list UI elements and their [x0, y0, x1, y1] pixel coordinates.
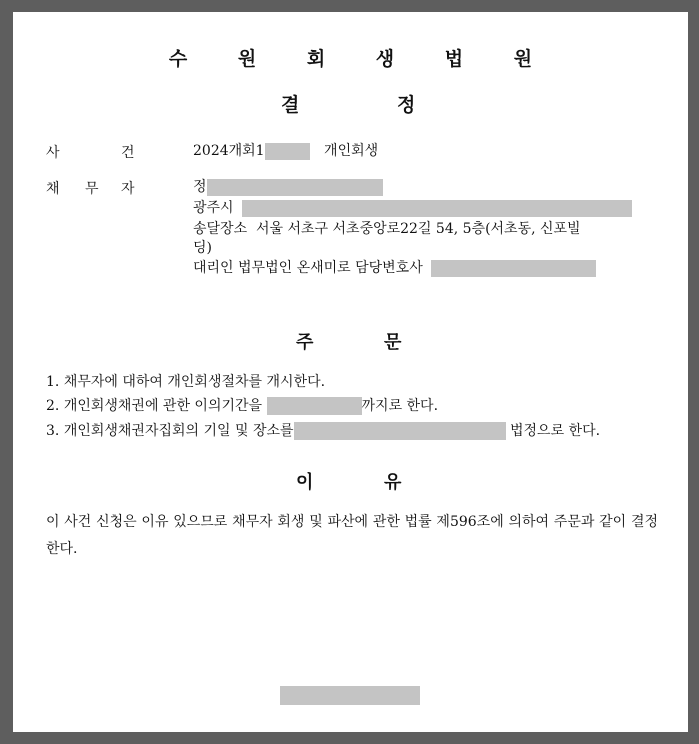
- debtor-address-redaction: [242, 200, 632, 217]
- delivery-address-line-cont: 딩): [193, 240, 212, 256]
- debtor-name-redaction: [207, 179, 383, 196]
- debtor-address-prefix: 광주시: [193, 200, 234, 216]
- delivery-address-line: 송달장소 서울 서초구 서초중앙로22길 54, 5층(서초동, 신포빌: [193, 221, 581, 237]
- court-name: 수 원 회 생 법 원: [168, 48, 555, 70]
- debtor-agent-prefix: 대리인 법무법인 온새미로 담당변호사: [193, 260, 423, 276]
- reason-heading-second: 유: [384, 472, 402, 493]
- order-item-3-pre: 개인회생채권자집회의 기일 및 장소를: [63, 423, 294, 439]
- doc-type-first: 결: [281, 94, 300, 116]
- reason-heading-first: 이: [296, 472, 314, 493]
- order-item-3-post: 법정으로 한다.: [510, 423, 601, 439]
- reason-text: 이 사건 신청은 이유 있으므로 채무자 회생 및 파산에 관한 법률 제596조에 의하여 주문과 같이 결정한다.: [46, 514, 658, 557]
- doc-type-second: 정: [397, 94, 416, 116]
- order-item-2: [46, 396, 438, 416]
- debtor-name-prefix: 정: [193, 179, 207, 195]
- meeting-date-place-redaction: [294, 422, 506, 440]
- order-item-3-num: 3.: [46, 423, 60, 439]
- debtor-label-3: 자: [121, 181, 135, 197]
- order-item-2-post: 까지로 한다.: [361, 398, 439, 414]
- debtor-address-row: [193, 198, 632, 218]
- bottom-redaction: [280, 686, 420, 705]
- debtor-agent-row: [193, 258, 596, 278]
- case-type: 개인회생: [324, 143, 379, 159]
- order-heading-second: 문: [384, 332, 402, 353]
- agent-name-redaction: [431, 260, 596, 277]
- order-heading-first: 주: [296, 332, 314, 353]
- order-item-1: [46, 372, 325, 392]
- case-label-1: 사: [46, 145, 60, 161]
- case-number-redaction: [265, 143, 310, 160]
- order-item-2-num: 2.: [46, 398, 60, 414]
- debtor-label-1: 채: [46, 181, 60, 197]
- order-item-1-text: 채무자에 대하여 개인회생절차를 개시한다.: [63, 374, 326, 390]
- debtor-name-row: [193, 177, 383, 197]
- document-page: [13, 12, 688, 732]
- case-label-2: 건: [121, 145, 135, 161]
- order-item-1-num: 1.: [46, 374, 60, 390]
- case-number-row: [193, 141, 378, 161]
- debtor-label-2: 무: [85, 181, 99, 197]
- objection-period-redaction: [267, 397, 362, 415]
- order-item-3: [46, 421, 600, 441]
- order-item-2-pre: 개인회생채권에 관한 이의기간을: [63, 398, 263, 414]
- case-number: 2024개회1: [193, 143, 265, 159]
